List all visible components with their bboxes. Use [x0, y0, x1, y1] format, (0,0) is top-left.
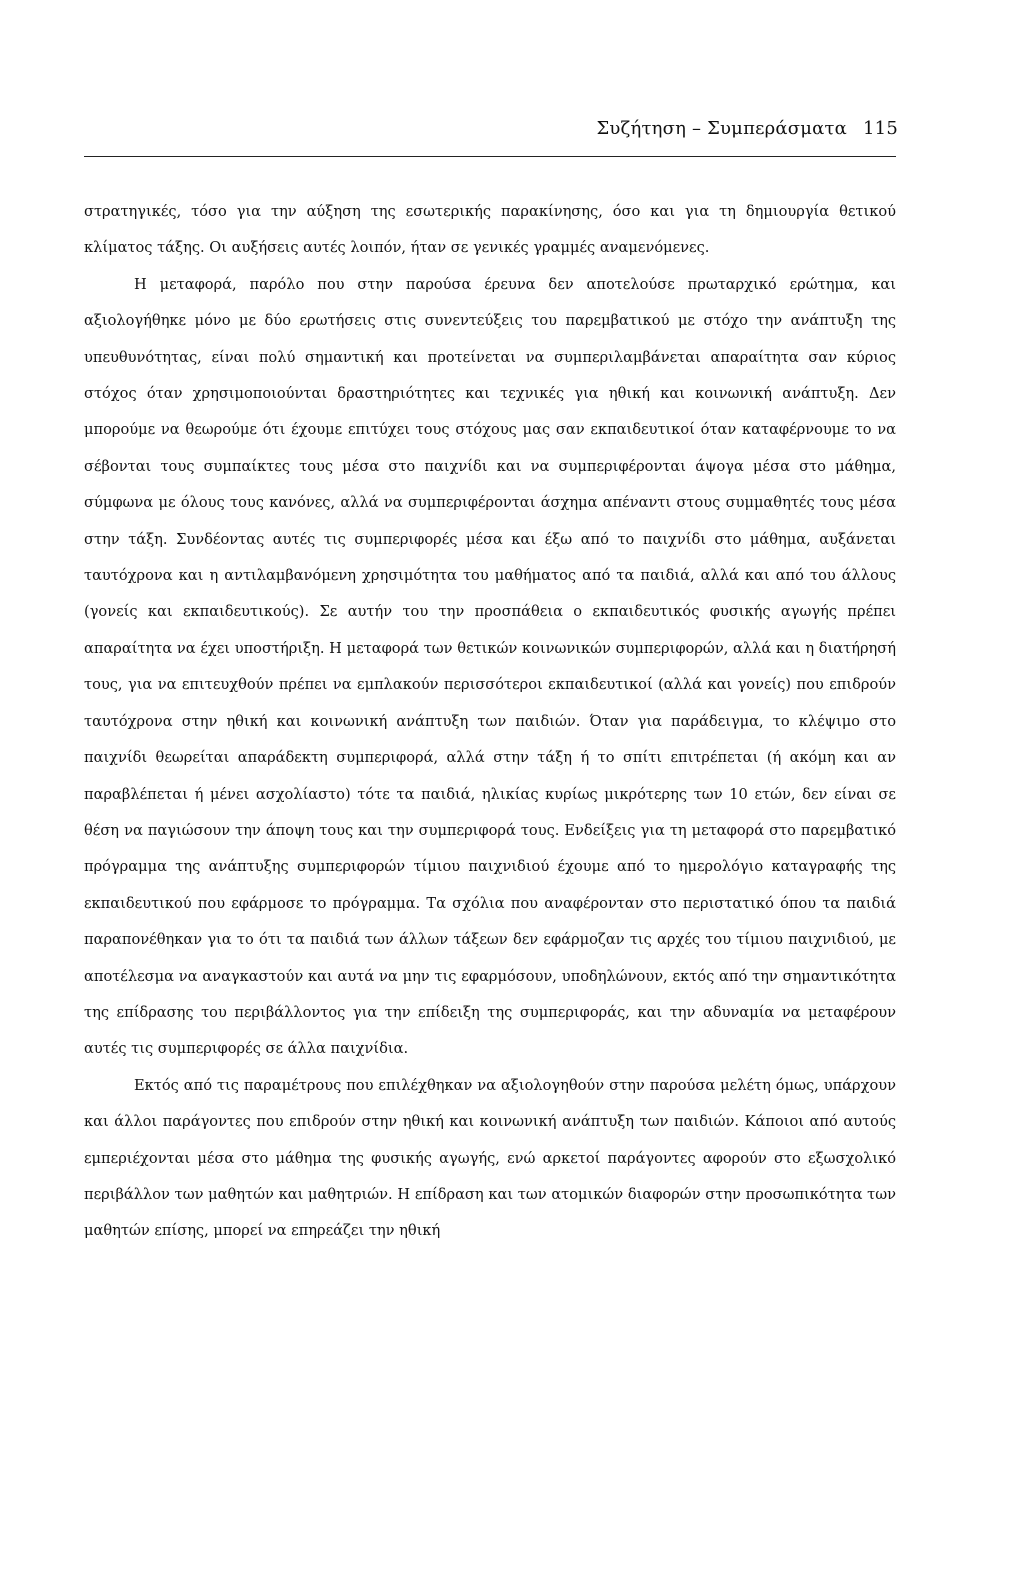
page-number: 115 — [863, 118, 898, 139]
running-header-title: Συζήτηση – Συμπεράσματα — [596, 118, 848, 139]
paragraph-continued: στρατηγικές, τόσο για την αύξηση της εσωτερικής παρακίνησης, όσο και για τη δημιουργία θετικού κλίματος τάξης. Οι αυξήσεις αυτές λοιπόν, ήταν σε γενικές γραμμές αναμενόμενες. — [84, 203, 896, 257]
paragraph-other-factors: Εκτός από τις παραμέτρους που επιλέχθηκαν να αξιολογηθούν στην παρούσα μελέτη όμως, υπάρχουν και άλλοι παράγοντες που επιδρούν στην ηθική και κοινωνική ανάπτυξη των παιδιών. Κάποιοι από αυτούς εμπεριέχονται μέσα στο μάθημα της φυσικής αγωγής, ενώ αρκετοί παράγοντες αφορούν στο εξωσχολικό περιβάλλον των μαθητών και μαθητριών. Η επίδραση και των ατομικών διαφορών στην προσωπικότητα των μαθητών επίσης, μπορεί να επηρεάζει την ηθική — [84, 1076, 896, 1240]
paragraph-transfer: Η μεταφορά, παρόλο που στην παρούσα έρευνα δεν αποτελούσε πρωταρχικό ερώτημα, και αξιολογήθηκε μόνο με δύο ερωτήσεις στις συνεντεύξεις του παρεμβατικού με στόχο την ανάπτυξη της υπευθυνότητας, είναι πολύ σημαντική και προτείνεται να συμπεριλαμβάνεται απαραίτητα σαν κύριος στόχος όταν χρησιμοποιούνται δραστηριότητες και τεχνικές για ηθική και κοινωνική ανάπτυξη. Δεν μπορούμε να θεωρούμε ότι έχουμε επιτύχει τους στόχους μας σαν εκπαιδευτικοί όταν καταφέρνουμε το να σέβονται τους συμπαίκτες τους μέσα στο παιχνίδι και να συμπεριφέρονται άψογα μέσα στο μάθημα, σύμφωνα με όλους τους κανόνες, αλλά να συμπεριφέρονται άσχημα απέναντι στους συμμαθητές τους μέσα στην τάξη. Συνδέοντας αυτές τις συμπεριφορές μέσα και έξω από το παιχνίδι στο μάθημα, αυξάνεται ταυτόχρονα και η αντιλαμβανόμενη χρησιμότητα του μαθήματος από τα παιδιά, αλλά και από του άλλους (γονείς και εκπαιδευτικούς). Σε αυτήν του την προσπάθεια ο εκπαιδευτικός φυσικής αγωγής πρέπει απαραίτητα να έχει υποστήριξη. Η μεταφορά των θετικών κοινωνικών συμπεριφορών, αλλά και η διατήρησή τους, για να επιτευχθούν πρέπει να εμπλακούν περισσότεροι εκπαιδευτικοί (αλλά και γονείς) που επιδρούν ταυτόχρονα στην ηθική και κοινωνική ανάπτυξη των παιδιών. Όταν για παράδειγμα, το κλέψιμο στο παιχνίδι θεωρείται απαράδεκτη συμπεριφορά, αλλά στην τάξη ή το σπίτι επιτρέπεται (ή ακόμη και αν παραβλέπεται ή μένει ασχολίαστο) τότε τα παιδιά, ηλικίας κυρίως μικρότερης των 10 ετών, δεν είναι σε θέση να παγιώσουν την άποψη τους και την συμπεριφορά τους. Ενδείξεις για τη μεταφορά στο παρεμβατικό πρόγραμμα της ανάπτυξης συμπεριφορών τίμιου παιχνιδιού έχουμε από το ημερολόγιο καταγραφής της εκπαιδευτικού που εφάρμοσε το πρόγραμμα. Τα σχόλια που αναφέρονταν στο περιστατικό όπου τα παιδιά παραπονέθηκαν για το ότι τα παιδιά των άλλων τάξεων δεν εφάρμοζαν τις αρχές του τίμιου παιχνιδιού, με αποτέλεσμα να αναγκαστούν και αυτά να μην τις εφαρμόσουν, υποδηλώνουν, εκτός από την σημαντικότητα της επίδρασης του περιβάλλοντος για την επίδειξη της συμπεριφοράς, και την αδυναμία να μεταφέρουν αυτές τις συμπεριφορές σε άλλα παιχνίδια. — [84, 275, 896, 1058]
running-header — [596, 118, 898, 139]
body-text — [84, 194, 896, 1250]
header-rule — [84, 156, 896, 157]
